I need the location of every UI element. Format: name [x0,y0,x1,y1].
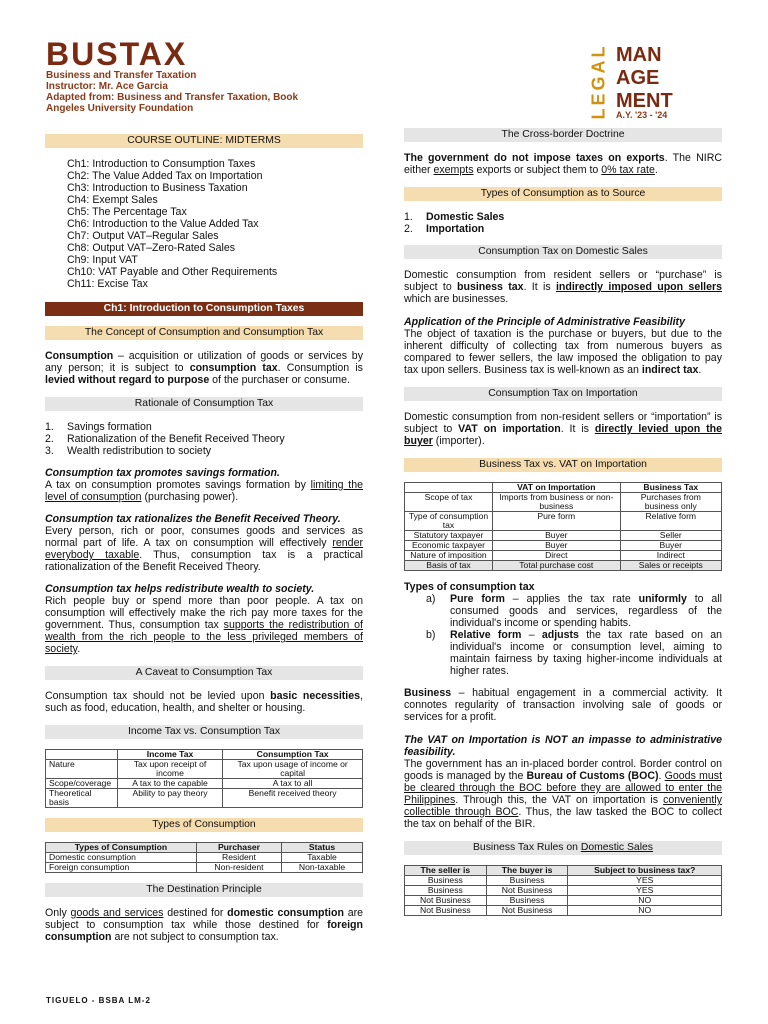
business-tax-vs-vat-table [404,482,722,571]
outline-item: Ch8: Output VAT–Zero-Rated Sales [67,242,236,254]
table-row: Business Not Business YES [405,886,722,896]
academic-year: A.Y. '23 - '24 [616,110,668,120]
domestic-paragraph: Domestic consumption from resident sellers or “purchase” is subject to business tax. It is indirectly imposed upon sellers which are businesses. [404,269,722,305]
list-item: b) Relative form – adjusts the tax rate based on an individual's income or consumption level, aiming to maintain fairness by taxing higher-income individuals at higher rates. [426,629,722,677]
table-header-row: Income Tax Consumption Tax [46,750,363,760]
table-row: Domestic consumption Resident Taxable [46,853,363,863]
meta-course: Business and Transfer Taxation [46,70,197,81]
outline-item: Ch5: The Percentage Tax [67,206,187,218]
table-row: Not Business Business NO [405,896,722,906]
outline-item: Ch2: The Value Added Tax on Importation [67,170,263,182]
consumption-definition: Consumption – acquisition or utilization of goods or services by any person; it is subject to consumption tax. Consumption is levied without regard to purpose of the purchaser or consume. [45,350,363,386]
types-of-consumption-table [45,842,363,873]
outline-item: Ch1: Introduction to Consumption Taxes [67,158,256,170]
table-row: Nature Tax upon receipt of income Tax upon usage of income or capital [46,760,363,779]
list-item: 3. Wealth redistribution to society [45,445,212,457]
table-row: Not Business Not Business NO [405,906,722,916]
list-item: 1. Savings formation [45,421,152,433]
types-of-tax-list [404,593,722,677]
vat-importation-paragraph: The VAT on Importation is NOT an impasse to administrative feasibility. The government has an in-placed border control. Border control on goods is managed by the Bureau of Customs (BOC). Goods must be cleared through the BOC before they are allowed to enter the Philippines. Through this, the VAT on importation is conveniently collectible through BOC. Thus, the law tasked the BOC to collect the tax on behalf of the BIR. [404,734,723,830]
meta-instructor: Instructor: Mr. Ace Garcia [46,81,168,92]
income-vs-consumption-table [45,749,363,808]
section-heading: Rationale of Consumption Tax [45,397,363,411]
course-outline [67,158,363,290]
table-row: Foreign consumption Non-resident Non-taxable [46,863,363,873]
section-heading: The Cross-border Doctrine [404,128,722,142]
table-row: Economic taxpayer Buyer Buyer [405,541,722,551]
outline-item: Ch3: Introduction to Business Taxation [67,182,248,194]
outline-item: Ch11: Excise Tax [67,278,148,290]
table-row: Type of consumption tax Pure form Relative form [405,512,722,531]
business-tax-rules-table [404,865,722,916]
source-list [404,211,722,235]
right-column [404,128,722,926]
section-heading: Business Tax vs. VAT on Importation [404,458,722,472]
section-heading: Consumption Tax on Importation [404,387,722,401]
legal-management-logo [588,43,712,124]
outline-item: Ch4: Exempt Sales [67,194,158,206]
list-item: 2. Rationalization of the Benefit Received Theory [45,433,285,445]
section-heading: Income Tax vs. Consumption Tax [45,725,363,739]
table-row: Theoretical basis Ability to pay theory Benefit received theory [46,789,363,808]
table-row: Statutory taxpayer Buyer Seller [405,531,722,541]
table-row: Basis of tax Total purchase cost Sales or receipts [405,561,722,571]
section-heading: Consumption Tax on Domestic Sales [404,245,722,259]
wealth-paragraph: Consumption tax helps redistribute wealth to society. Rich people buy or spend more than poor people. A tax on consumption will effectively make the rich pay more taxes for the government. Thus, consumption tax supports the redistribution of wealth from the rich people to the less privileged members of society. [45,583,363,655]
section-heading: The Concept of Consumption and Consumption Tax [45,326,363,340]
meta-school: Angeles University Foundation [46,103,194,114]
logo-side-word: LEGAL [588,43,609,119]
table-row: Business Business YES [405,876,722,886]
table-header-row: Types of Consumption Purchaser Status [46,843,363,853]
outline-item: Ch9: Input VAT [67,254,138,266]
section-heading: The Destination Principle [45,883,363,897]
outline-item: Ch6: Introduction to the Value Added Tax [67,218,259,230]
section-heading: Types of Consumption as to Source [404,187,722,201]
importation-paragraph: Domestic consumption from non-resident sellers or “importation” is subject to VAT on importation. It is directly levied upon the buyer (importer). [404,411,722,447]
outline-heading: COURSE OUTLINE: MIDTERMS [45,134,363,148]
caveat-paragraph: Consumption tax should not be levied upon basic necessities, such as food, education, health, and shelter or housing. [45,690,363,714]
list-item: 1. Domestic Sales [404,211,505,223]
admin-feasibility-paragraph: Application of the Principle of Administrative Feasibility The object of taxation is the purchase or buyers, but due to the inherent difficulty of collecting tax from numerous buyers as compared to fewer sellers, the law imposed the obligation to pay tax upon sellers. Business tax is well-known as an indirect tax. [404,316,722,376]
rationale-list [45,421,363,457]
footer-label: TIGUELO - BSBA LM-2 [46,996,151,1005]
left-column [45,134,363,954]
subheading: Types of consumption tax [404,581,535,593]
table-header-row: The seller is The buyer is Subject to business tax? [405,866,722,876]
table-header-row: VAT on Importation Business Tax [405,483,722,493]
destination-paragraph: Only goods and services destined for domestic consumption are subject to consumption tax while those destined for foreign consumption are not subject to consumption tax. [45,907,364,943]
cross-border-paragraph: The government do not impose taxes on exports. The NIRC either exempts exports or subject them to 0% tax rate. [404,152,722,176]
table-row: Nature of imposition Direct Indirect [405,551,722,561]
outline-item: Ch7: Output VAT–Regular Sales [67,230,219,242]
header-meta [46,70,298,114]
list-item: a) Pure form – applies the tax rate uniformly to all consumed goods and services, regardless of the individual's income or spending habits. [426,593,722,629]
list-item: 2. Importation [404,223,485,235]
meta-source: Adapted from: Business and Transfer Taxation, Book [46,92,299,103]
logo-words: MAN AGE MENT [616,44,673,112]
section-heading: Types of Consumption [45,818,363,832]
document-title: BUSTAX [46,36,188,72]
types-of-tax-block [404,581,722,677]
business-definition: Business – habitual engagement in a commercial activity. It connotes regularity of transaction involving sale of goods or services for a profit. [404,687,722,723]
section-heading: A Caveat to Consumption Tax [45,666,363,680]
chapter-heading: Ch1: Introduction to Consumption Taxes [45,302,363,316]
benefit-paragraph: Consumption tax rationalizes the Benefit Received Theory. Every person, rich or poor, consumes goods and services as normal part of life. A tax on consumption will effectively render everybody taxable. Thus, consumption tax is a practical rationalization of the Benefit Received Theory. [45,513,364,573]
outline-item: Ch10: VAT Payable and Other Requirements [67,266,278,278]
section-heading: Business Tax Rules on Domestic Sales [404,841,722,855]
table-row: Scope of tax Imports from business or non-business Purchases from business only [405,493,722,512]
table-row: Scope/coverage A tax to the capable A tax to all [46,779,363,789]
savings-paragraph: Consumption tax promotes savings formation. A tax on consumption promotes savings formation by limiting the level of consumption (purchasing power). [45,467,363,503]
